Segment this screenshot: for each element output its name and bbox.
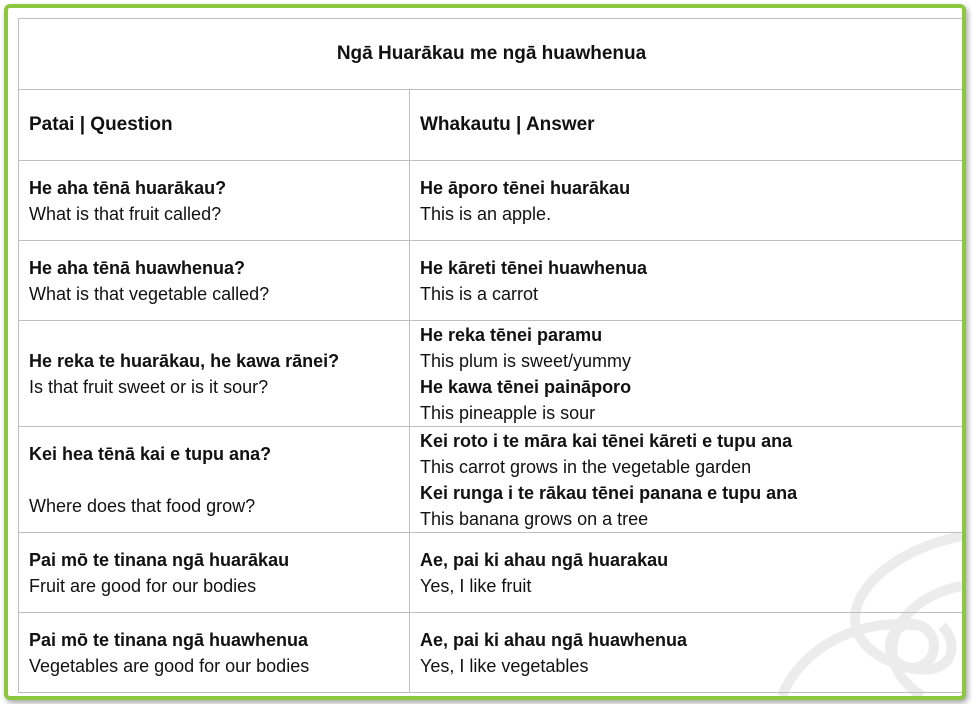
answer-english: Yes, I like vegetables bbox=[420, 655, 589, 676]
question-maori: He reka te huarākau, he kawa rānei? bbox=[29, 350, 340, 371]
question-cell bbox=[19, 613, 410, 693]
answer-maori: He reka tēnei paramu bbox=[420, 324, 603, 345]
table-title: Ngā Huarākau me ngā huawhenua bbox=[19, 19, 965, 90]
answer-maori: He kawa tēnei paināporo bbox=[420, 376, 632, 397]
answer-english: This carrot grows in the vegetable garden bbox=[420, 456, 752, 477]
header-row bbox=[19, 90, 965, 161]
answer-english: This pineapple is sour bbox=[420, 402, 596, 423]
table-row bbox=[19, 241, 965, 321]
answer-maori: Kei roto i te māra kai tēnei kāreti e tupu ana bbox=[420, 430, 793, 451]
question-english: Where does that food grow? bbox=[29, 495, 256, 516]
question-maori: Kei hea tēnā kai e tupu ana? bbox=[29, 443, 272, 464]
answer-english: Yes, I like fruit bbox=[420, 575, 532, 596]
answer-cell bbox=[410, 533, 965, 613]
question-cell bbox=[19, 241, 410, 321]
question-cell bbox=[19, 533, 410, 613]
answer-maori: Ae, pai ki ahau ngā huawhenua bbox=[420, 629, 688, 650]
answer-maori: Kei runga i te rākau tēnei panana e tupu ana bbox=[420, 482, 798, 503]
answer-cell bbox=[410, 427, 965, 533]
spacer bbox=[29, 467, 399, 493]
answer-english: This plum is sweet/yummy bbox=[420, 350, 632, 371]
answer-maori: Ae, pai ki ahau ngā huarakau bbox=[420, 549, 669, 570]
question-maori: He aha tēnā huarākau? bbox=[29, 177, 227, 198]
answer-english: This is an apple. bbox=[420, 203, 552, 224]
table-row bbox=[19, 321, 965, 427]
answer-cell bbox=[410, 321, 965, 427]
question-cell bbox=[19, 321, 410, 427]
question-english: Vegetables are good for our bodies bbox=[29, 655, 310, 676]
question-english: Fruit are good for our bodies bbox=[29, 575, 257, 596]
answer-header: Whakautu | Answer bbox=[410, 90, 965, 161]
answer-maori: He kāreti tēnei huawhenua bbox=[420, 257, 648, 278]
table-row bbox=[19, 533, 965, 613]
phrase-table bbox=[18, 18, 965, 693]
table-row bbox=[19, 427, 965, 533]
question-header: Patai | Question bbox=[19, 90, 410, 161]
answer-cell bbox=[410, 161, 965, 241]
question-english: Is that fruit sweet or is it sour? bbox=[29, 376, 269, 397]
answer-cell bbox=[410, 241, 965, 321]
question-english: What is that fruit called? bbox=[29, 203, 222, 224]
question-english: What is that vegetable called? bbox=[29, 283, 270, 304]
answer-maori: He āporo tēnei huarākau bbox=[420, 177, 631, 198]
table-row bbox=[19, 613, 965, 693]
title-row bbox=[19, 19, 965, 90]
question-maori: He aha tēnā huawhenua? bbox=[29, 257, 246, 278]
question-cell bbox=[19, 161, 410, 241]
table-frame bbox=[4, 4, 966, 700]
question-cell bbox=[19, 427, 410, 533]
table-row bbox=[19, 161, 965, 241]
question-maori: Pai mō te tinana ngā huawhenua bbox=[29, 629, 309, 650]
answer-english: This is a carrot bbox=[420, 283, 539, 304]
question-maori: Pai mō te tinana ngā huarākau bbox=[29, 549, 290, 570]
answer-cell bbox=[410, 613, 965, 693]
answer-english: This banana grows on a tree bbox=[420, 508, 649, 529]
